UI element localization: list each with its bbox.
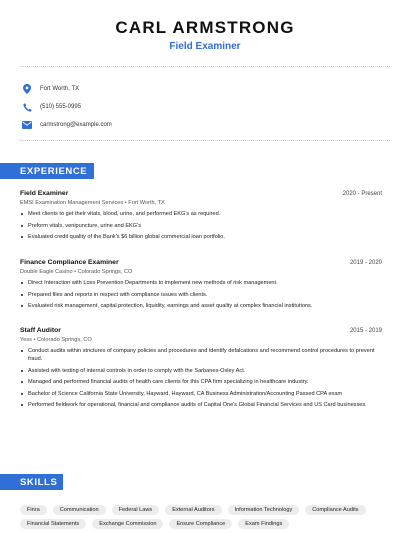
skills-heading: SKILLS [0, 474, 63, 490]
job-company: Double Eagle Casino • Colorado Springs, CO [20, 269, 133, 275]
bullet-item: Prepared files and reports in respect with compliance issues with clients. [20, 291, 382, 299]
skill-chip: External Auditors [165, 505, 221, 515]
bullet-item: Preform vitals, venipuncture, urine and EKG's [20, 222, 382, 230]
job-company: EMSI Examination Management Services • Fort Worth, TX [20, 200, 165, 206]
skills-list [20, 505, 390, 533]
job-bullets [20, 210, 382, 241]
bullet-item: Conduct audits within strictures of company policies and procedures and identify defalcations and recommend control procedures to prevent fraud. [20, 347, 382, 363]
bullet-item: Direct Interaction with Loss Prevention Departments to implement new methods of risk management. [20, 279, 382, 287]
contact-email[interactable] [22, 120, 112, 130]
bullet-item: Meet clients to get their vitals, blood, urine, and performed EKG's as required. [20, 210, 382, 218]
job-bullets [20, 347, 382, 409]
job-title: Field Examiner [20, 190, 69, 197]
email-icon [22, 120, 32, 130]
skill-chip: Communication [53, 505, 106, 515]
job-title: Finance Compliance Examiner [20, 259, 119, 266]
contact-email-text[interactable]: carmstrong@example.com [40, 122, 112, 128]
skill-chip: Ensure Compliance [169, 519, 232, 529]
job-title: Staff Auditor [20, 327, 61, 334]
bullet-item: Performed fieldwork for operational, financial and compliance audits of Capital One's Global Financial Services and US Card businesses. [20, 401, 382, 409]
phone-icon [22, 102, 32, 112]
bullet-item: Managed and performed financial audits of health care clients for this CPA firm specializing in healthcare industry. [20, 378, 382, 386]
bullet-item: Bachelor of Science California State University, Hayward, Hayward, CA Business Administration/Accounting Passed CPA exam [20, 390, 382, 398]
job-entry [20, 259, 382, 314]
skill-chip: Financial Statements [20, 519, 86, 529]
skill-chip: Exchange Commission [92, 519, 163, 529]
skills-row [20, 519, 390, 529]
experience-heading: EXPERIENCE [0, 163, 94, 179]
contact-phone-text: (510) 555-0995 [40, 104, 82, 110]
skill-chip: Compliance Audits [305, 505, 365, 515]
bullet-item: Assisted with testing of internal controls in order to comply with the Sarbanes-Oxley Act. [20, 367, 382, 375]
skill-chip: Finra [20, 505, 47, 515]
job-dates: 2015 - 2019 [349, 328, 382, 334]
bullet-item: Evaluated credit quality of the Bank's $6 billion global commercial loan portfolio. [20, 233, 382, 241]
contact-phone [22, 102, 81, 112]
skills-row [20, 505, 390, 515]
divider [20, 140, 390, 141]
job-entry [20, 190, 382, 245]
job-dates: 2019 - 2020 [349, 260, 382, 266]
contact-location [22, 84, 79, 94]
bullet-item: Evaluated risk management, capital protection, liquidity, earnings and asset quality at complex financial institutions. [20, 302, 382, 310]
skill-chip: Exam Findings [238, 519, 289, 529]
divider [20, 66, 390, 67]
contact-location-text: Fort Worth, TX [40, 86, 80, 92]
job-bullets [20, 279, 382, 310]
skill-chip: Information Technology [228, 505, 300, 515]
location-pin-icon [22, 84, 32, 94]
job-entry [20, 327, 382, 413]
candidate-title: Field Examiner [169, 41, 241, 52]
candidate-name: CARL ARMSTRONG [115, 18, 295, 37]
job-dates: 2020 - Present [342, 191, 382, 197]
skill-chip: Federal Laws [112, 505, 160, 515]
job-company: Yess • Colorado Springs, CO [20, 337, 92, 343]
